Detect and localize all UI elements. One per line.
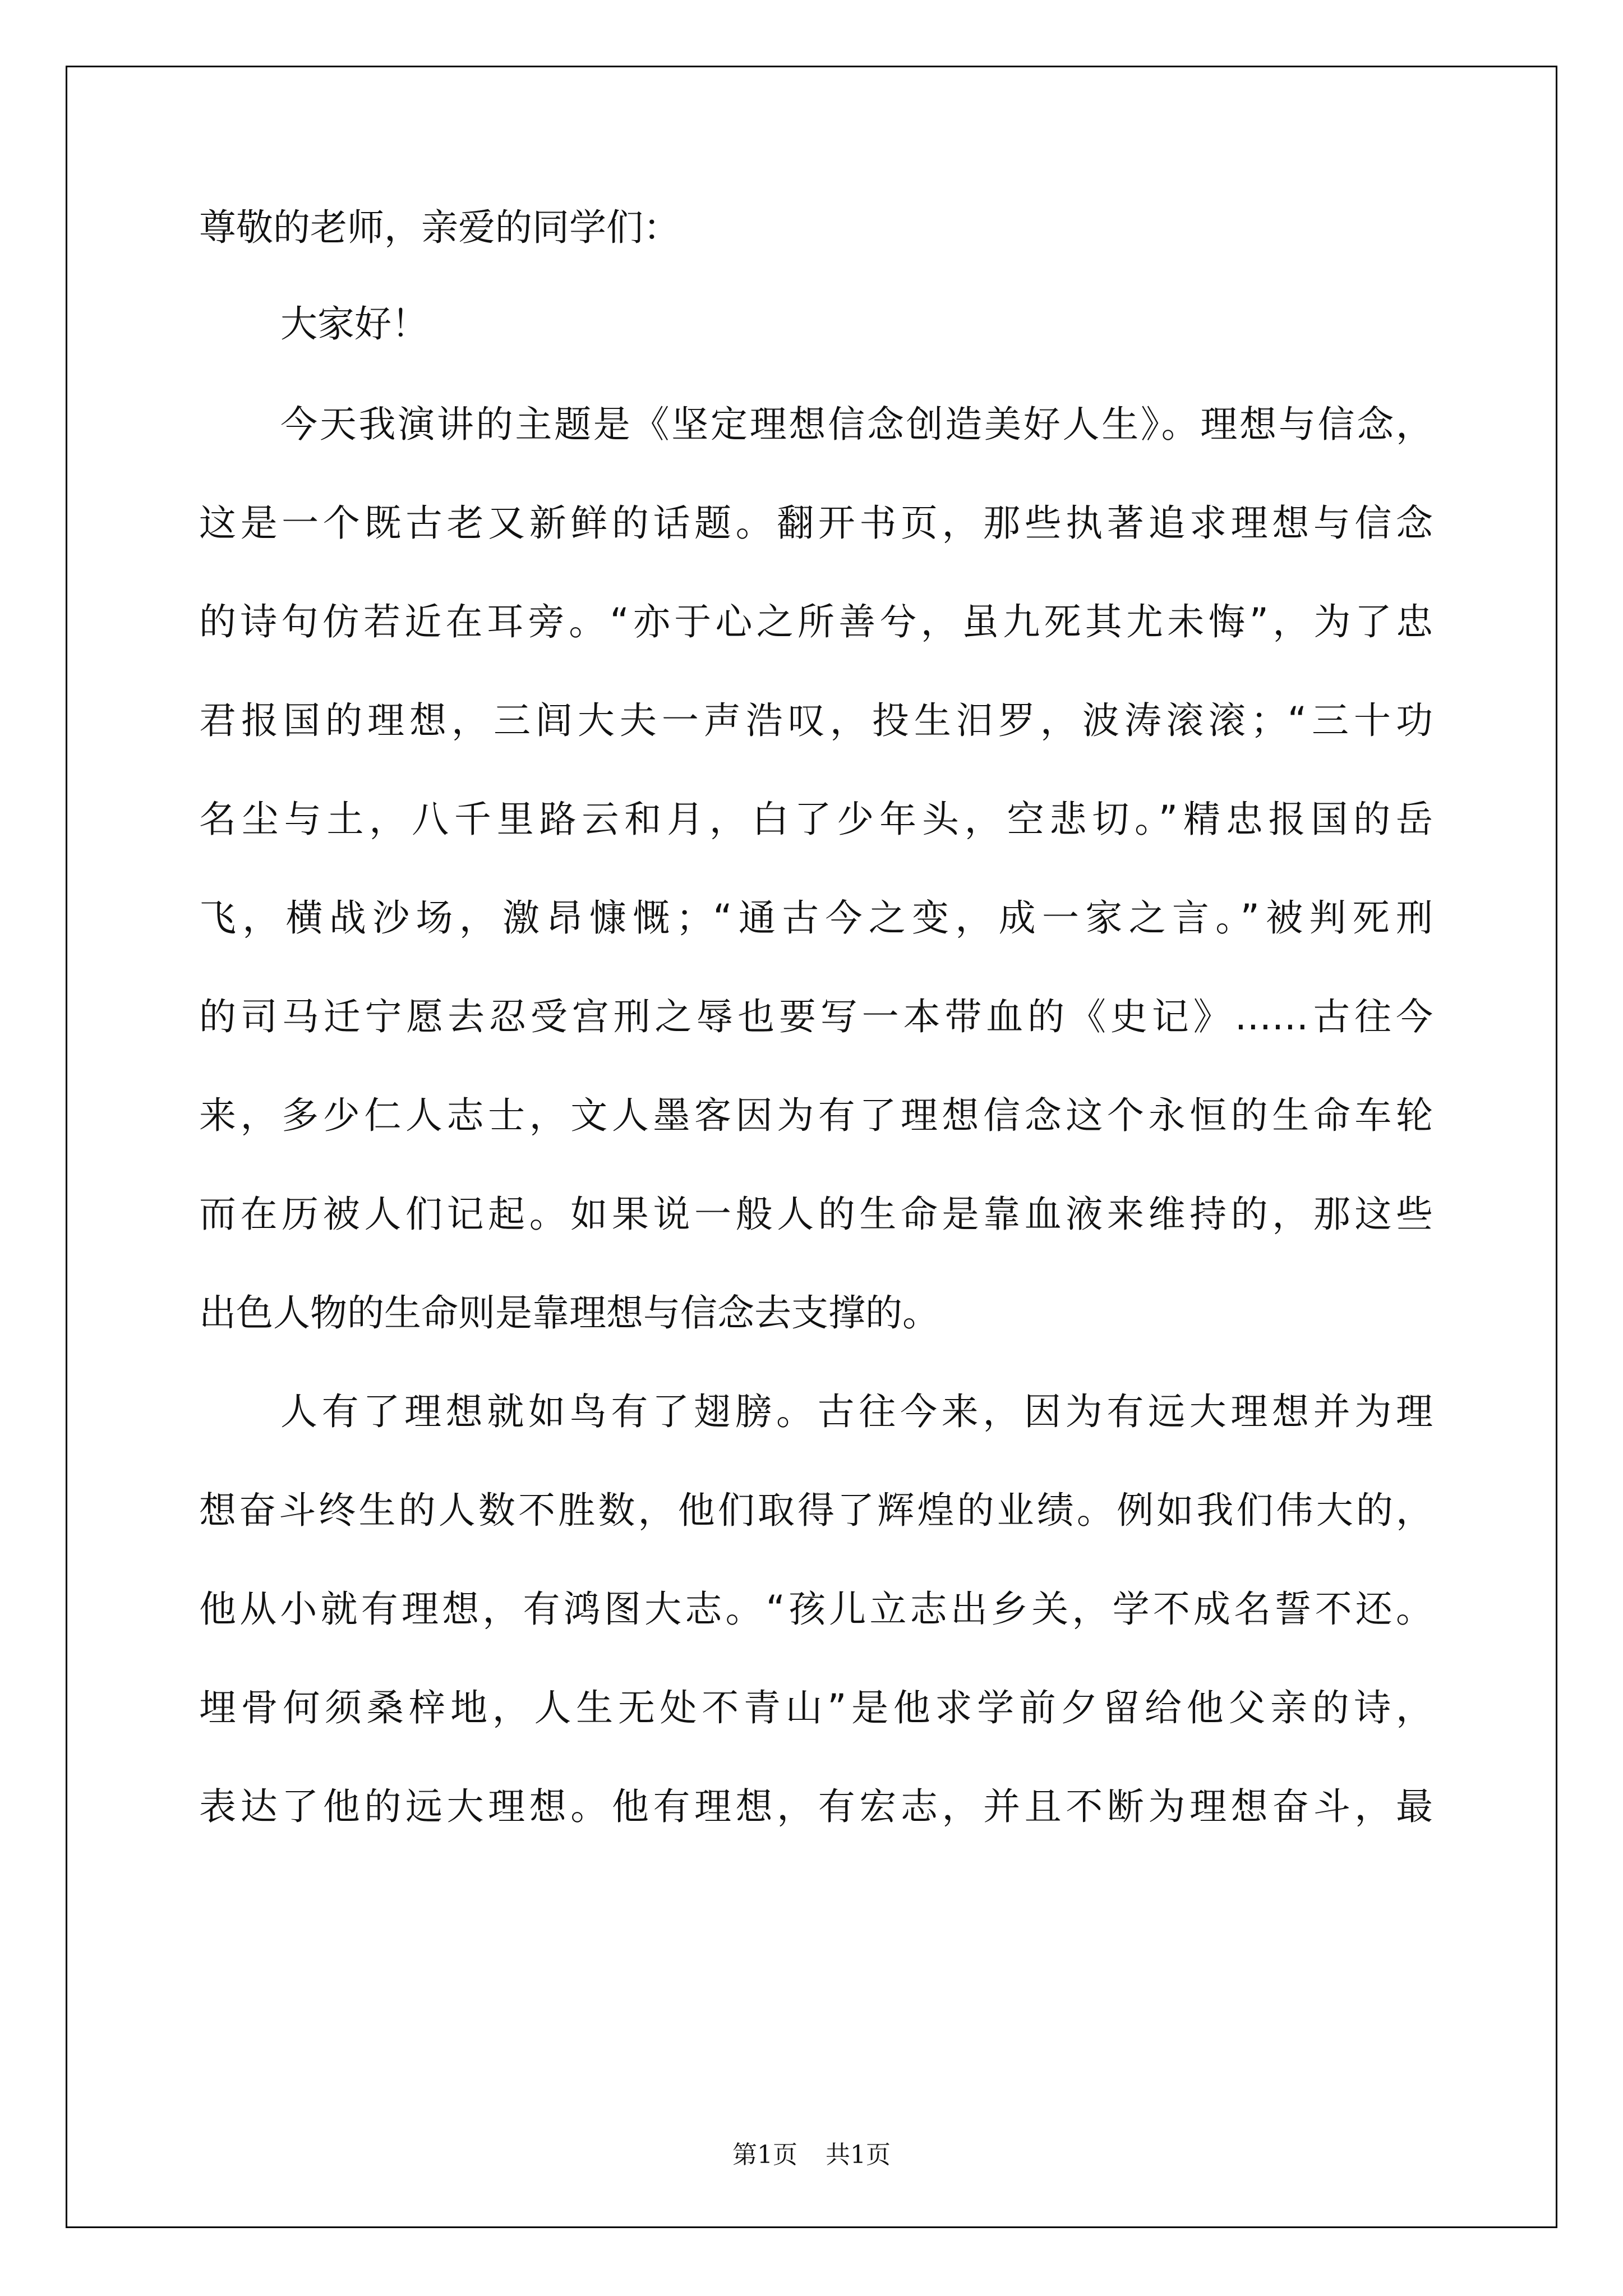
page-number: 第1页 (732, 2141, 797, 2169)
greeting-line: 尊敬的老师，亲爱的同学们： (199, 206, 680, 249)
paragraph-2-line-3: 他从小就有理想，有鸿图大志。“孩儿立志出乡关，学不成名誓不还。 (199, 1588, 1433, 1631)
salutation-line: 大家好！ (280, 302, 428, 346)
paragraph-1-line-4: 君报国的理想，三闾大夫一声浩叹，投生汨罗，波涛滚滚；“三十功 (199, 699, 1433, 742)
paragraph-2-line-2: 想奋斗终生的人数不胜数，他们取得了辉煌的业绩。例如我们伟大的， (199, 1489, 1433, 1532)
paragraph-1-line-1: 今天我演讲的主题是《坚定理想信念创造美好人生》。理想与信念， (280, 403, 1433, 446)
paragraph-1-line-8: 来，多少仁人志士，文人墨客因为有了理想信念这个永恒的生命车轮 (199, 1094, 1433, 1137)
paragraph-1-line-9: 而在历被人们记起。如果说一般人的生命是靠血液来维持的，那这些 (199, 1193, 1433, 1236)
page-footer (0, 2134, 1623, 2170)
page-total: 共1页 (826, 2141, 891, 2169)
paragraph-2-line-5: 表达了他的远大理想。他有理想，有宏志，并且不断为理想奋斗，最 (199, 1785, 1433, 1828)
paragraph-1-line-5: 名尘与土，八千里路云和月，白了少年头，空悲切。”精忠报国的岳 (199, 798, 1433, 841)
paragraph-1-line-3: 的诗句仿若近在耳旁。“亦于心之所善兮，虽九死其尤未悔”，为了忠 (199, 600, 1433, 643)
paragraph-2-line-4: 埋骨何须桑梓地，人生无处不青山”是他求学前夕留给他父亲的诗， (199, 1686, 1433, 1729)
paragraph-1-line-10: 出色人物的生命则是靠理想与信念去支撑的。 (199, 1291, 939, 1335)
paragraph-1-line-7: 的司马迁宁愿去忍受宫刑之辱也要写一本带血的《史记》……古往今 (199, 995, 1433, 1038)
paragraph-1-line-6: 飞，横战沙场，激昂慷慨；“通古今之变，成一家之言。”被判死刑 (199, 896, 1433, 940)
paragraph-2-line-1: 人有了理想就如鸟有了翅膀。古往今来，因为有远大理想并为理 (280, 1390, 1433, 1433)
paragraph-1-line-2: 这是一个既古老又新鲜的话题。翻开书页，那些执著追求理想与信念 (199, 501, 1433, 545)
page-border (66, 66, 1557, 2228)
